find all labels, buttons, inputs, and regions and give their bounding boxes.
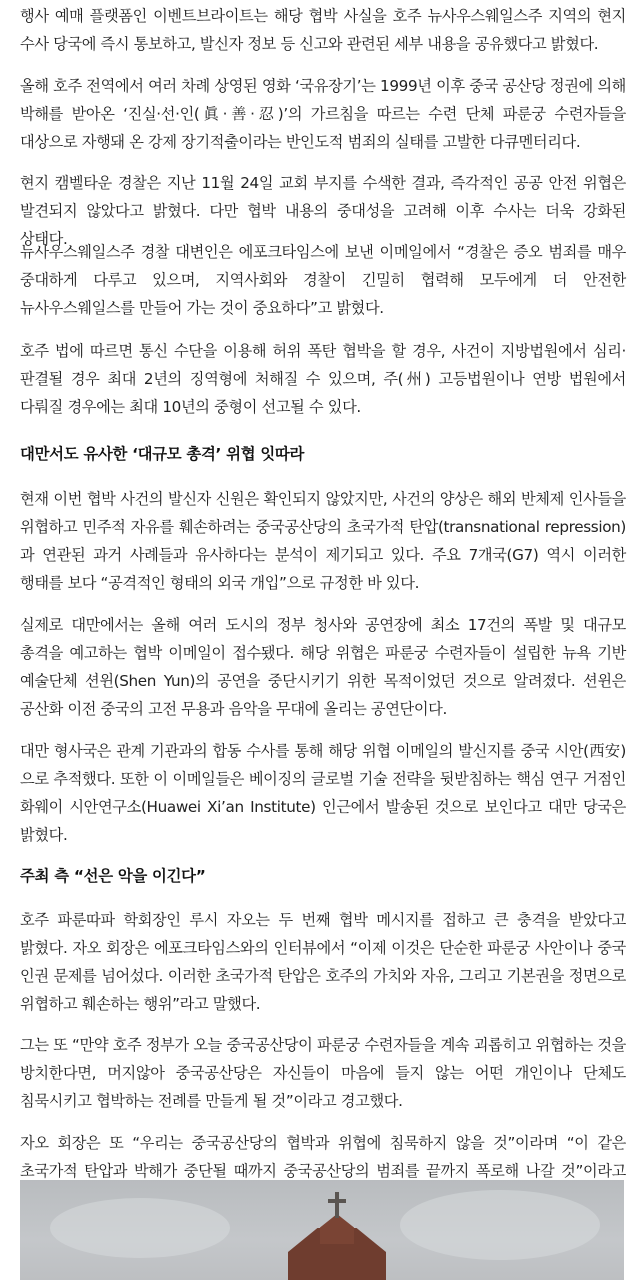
paragraph-warning: 그는 또 “만약 호주 정부가 오늘 중국공산당이 파룬궁 수련자들을 계속 괴롭히고 위협하는 것을 방치한다면, 머지않아 중국공산당은 자신들이 마음에 들지 않는 어떤 개인이나 단체도 침묵시키고 협박하는 전례를 만들게 될 것”이라고 경고했다. — [20, 1036, 626, 1110]
paragraph-eventbrite-report: 행사 예매 플랫폼인 이벤트브라이트는 해당 협박 사실을 호주 뉴사우스웨일스주 지역의 현지 수사 당국에 즉시 통보하고, 발신자 정보 등 신고와 관련된 세부 내용을 공유했다고 밝혔다. — [20, 7, 626, 53]
article-photo-church — [20, 1180, 624, 1280]
paragraph-documentary: 올해 호주 전역에서 여러 차례 상영된 영화 ‘국유장기’는 1999년 이후 중국 공산당 정권에 의해 박해를 받아온 ‘진실·선·인(眞·善·忍)’의 가르침을 따르는 수련 단체 파룬궁 수련자들을 대상으로 자행돼 온 강제 장기적출이라는 반인도적 범죄의 실태를 고발한 다큐멘터리다. — [20, 77, 626, 151]
photo-cloud — [400, 1190, 600, 1260]
paragraph-transnational-repression: 현재 이번 협박 사건의 발신자 신원은 확인되지 않았지만, 사건의 양상은 해외 반체제 인사들을 위협하고 민주적 자유를 훼손하려는 중국공산당의 초국가적 탄압(transnational repression)과 연관된 과거 사례들과 유사하다는 분석이 제기되고 있다. 주요 7개국(G7) 역시 이러한 행태를 보다 “공격적인 형태의 외국 개입”으로 규정한 바 있다. — [20, 490, 626, 592]
church-tower — [320, 1214, 354, 1244]
paragraph-australian-law: 호주 법에 따르면 통신 수단을 이용해 허위 폭탄 협박을 할 경우, 사건이 지방법원에서 심리·판결될 경우 최대 2년의 징역형에 처해질 수 있으며, 주(州) 고등법원이나 연방 법원에서 다뤄질 경우에는 최대 10년의 중형이 선고될 수 있다. — [20, 342, 626, 416]
church-cross-icon — [335, 1192, 339, 1218]
church-cross-icon — [328, 1199, 346, 1203]
paragraph-campbelltown-police: 현지 캠벨타운 경찰은 지난 11월 24일 교회 부지를 수색한 결과, 즉각적인 공공 안전 위협은 발견되지 않았다고 밝혔다. 다만 협박 내용의 중대성을 고려해 이후 수사는 더욱 강화된 상태다. — [20, 174, 626, 248]
paragraph-xian-tracing: 대만 형사국은 관계 기관과의 합동 수사를 통해 해당 위협 이메일의 발신지를 중국 시안(西安)으로 추적했다. 또한 이 이메일들은 베이징의 글로벌 기술 전략을 뒷받침하는 핵심 연구 거점인 화웨이 시안연구소(Huawei Xi’an Institute) 인근에서 발송된 것으로 보인다고 대만 당국은 밝혔다. — [20, 742, 626, 844]
paragraph-lucy-zhao: 호주 파룬따파 학회장인 루시 자오는 두 번째 협박 메시지를 접하고 큰 충격을 받았다고 밝혔다. 자오 회장은 에포크타임스와의 인터뷰에서 “이제 이것은 단순한 파룬궁 사안이나 중국 인권 문제를 넘어섰다. 이러한 초국가적 탄압은 호주의 가치와 자유, 그리고 기본권을 정면으로 위협하고 훼손하는 행위”라고 말했다. — [20, 911, 626, 1013]
paragraph-taiwan-emails: 실제로 대만에서는 올해 여러 도시의 정부 청사와 공연장에 최소 17건의 폭발 및 대규모 총격을 예고하는 협박 이메일이 접수됐다. 해당 위협은 파룬궁 수련자들이 설립한 뉴욕 기반 예술단체 션윈(Shen Yun)의 공연을 중단시키기 위한 목적이었던 것으로 알려졌다. 션윈은 공산화 이전 중국의 고전 무용과 음악을 무대에 올리는 공연단이다. — [20, 616, 626, 718]
photo-cloud — [50, 1198, 230, 1258]
section-heading-taiwan-threats: 대만서도 유사한 ‘대규모 총격’ 위협 잇따라 — [20, 445, 305, 463]
paragraph-nsw-police-statement: 뉴사우스웨일스주 경찰 대변인은 에포크타임스에 보낸 이메일에서 “경찰은 증오 범죄를 매우 중대하게 다루고 있으며, 지역사회와 경찰이 긴밀히 협력해 모두에게 더 안전한 뉴사우스웨일스를 만들어 가는 것이 중요하다”고 밝혔다. — [20, 243, 626, 317]
paragraph-closing-quote: 자오 회장은 또 “우리는 중국공산당의 협박과 위협에 침묵하지 않을 것”이라며 “이 같은 초국가적 탄압과 박해가 중단될 때까지 중국공산당의 범죄를 끝까지 폭로해 나갈 것”이라고 — [20, 1134, 626, 1180]
section-heading-organizer: 주최 측 “선은 악을 이긴다” — [20, 867, 206, 885]
